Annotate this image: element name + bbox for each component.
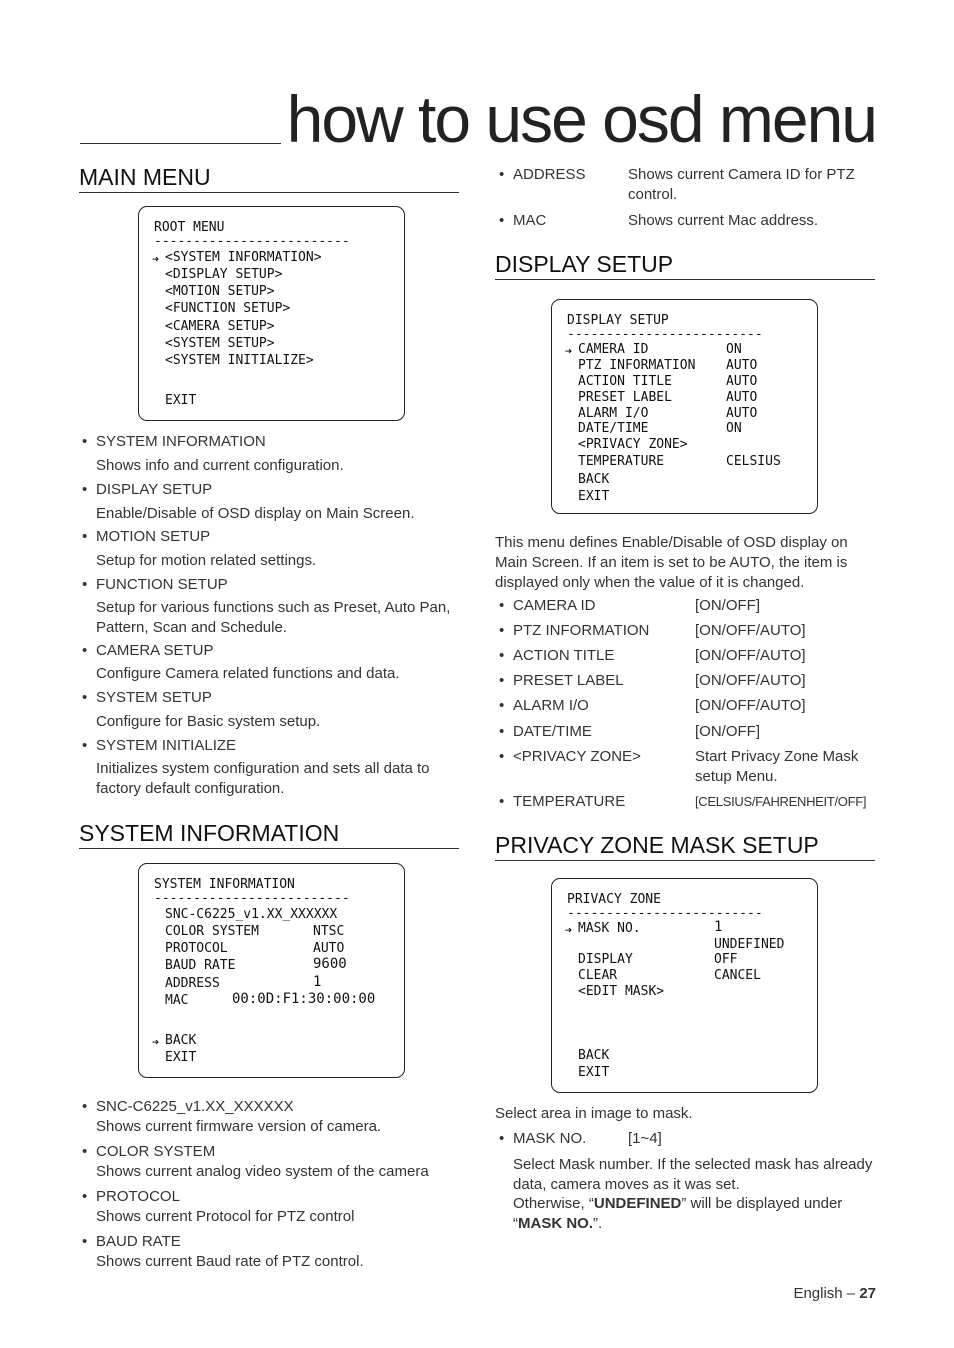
list-item: • DISPLAY SETUP	[82, 481, 213, 498]
osd-row-value: AUTO	[726, 358, 758, 373]
page-footer	[793, 1285, 876, 1302]
osd-row-key: TEMPERATURE	[578, 454, 665, 469]
option-row: • TEMPERATURE [CELSIUS/FAHRENHEIT/OFF]	[499, 793, 867, 810]
osd-row-key: PROTOCOL	[165, 941, 228, 956]
osd-row-value: 1	[313, 974, 322, 990]
selection-arrow-icon: ➔	[152, 1035, 160, 1049]
osd-menu-item: <SYSTEM INFORMATION>	[165, 250, 322, 265]
list-item: • COLOR SYSTEM	[82, 1143, 216, 1160]
list-item: • SNC-C6225_v1.XX_XXXXXX	[82, 1098, 294, 1115]
osd-mask-no-key: MASK NO.	[578, 921, 641, 936]
osd-row-value: 9600	[313, 956, 347, 972]
option-row: • DATE/TIME [ON/OFF]	[499, 723, 760, 740]
osd-edit-mask: <EDIT MASK>	[578, 984, 665, 999]
osd-display-value: OFF	[714, 952, 738, 967]
osd-row-value: AUTO	[726, 406, 758, 421]
osd-clear-key: CLEAR	[578, 968, 618, 983]
osd-row-key: MAC	[165, 993, 189, 1008]
osd-row-value: AUTO	[726, 374, 758, 389]
osd-divider: -------------------------	[154, 234, 350, 249]
osd-back: BACK	[578, 472, 610, 487]
privacy-zone-osd	[551, 878, 818, 1093]
option-row: • CAMERA ID [ON/OFF]	[499, 597, 760, 614]
display-setup-intro: This menu defines Enable/Disable of OSD display on Main Screen. If an item is set to be AUTO, the item is displayed only when the value of it is changed.	[495, 534, 848, 591]
osd-title: DISPLAY SETUP	[567, 313, 669, 328]
osd-title: SYSTEM INFORMATION	[154, 877, 295, 892]
privacy-zone-desc: Select Mask number. If the selected mask has already data, camera moves as it was set.	[513, 1156, 873, 1193]
osd-row-key: PRESET LABEL	[578, 390, 672, 405]
osd-row-value: CELSIUS	[726, 454, 781, 469]
list-item-desc: Setup for various functions such as Preset, Auto Pan, Pattern, Scan and Schedule.	[96, 599, 451, 636]
list-item-desc: Configure for Basic system setup.	[96, 713, 321, 730]
list-item: • SYSTEM INITIALIZE	[82, 737, 237, 754]
main-menu-heading: MAIN MENU	[79, 165, 459, 193]
list-item: • SYSTEM SETUP	[82, 689, 212, 706]
option-row: • ALARM I/O [ON/OFF/AUTO]	[499, 697, 806, 714]
footer-language: English –	[793, 1285, 860, 1302]
list-item: • SYSTEM INFORMATION	[82, 433, 266, 450]
osd-row-key: COLOR SYSTEM	[165, 924, 259, 939]
osd-row-value: AUTO	[313, 941, 345, 956]
osd-divider: -------------------------	[567, 906, 763, 921]
option-row: • <PRIVACY ZONE> Start Privacy Zone Mask setup Menu.	[499, 748, 859, 785]
selection-arrow-icon: ➔	[565, 344, 573, 358]
list-item: • BAUD RATE	[82, 1233, 181, 1250]
osd-menu-item: <FUNCTION SETUP>	[165, 301, 291, 316]
osd-row-key: CAMERA ID	[578, 342, 649, 357]
osd-exit: EXIT	[165, 1050, 197, 1065]
privacy-zone-desc-line: “MASK NO.”.	[513, 1215, 603, 1232]
osd-clear-value: CANCEL	[714, 968, 761, 983]
osd-exit: EXIT	[165, 393, 197, 408]
list-item: • MAC Shows current Mac address.	[499, 212, 819, 229]
osd-back: BACK	[165, 1033, 197, 1048]
osd-undefined: UNDEFINED	[714, 937, 785, 952]
osd-title: PRIVACY ZONE	[567, 892, 661, 907]
privacy-zone-heading: PRIVACY ZONE MASK SETUP	[495, 833, 875, 861]
osd-row-key: BAUD RATE	[165, 958, 236, 973]
osd-row-key: <PRIVACY ZONE>	[578, 437, 688, 452]
page-title-text: how to use osd menu	[281, 86, 876, 152]
osd-back: BACK	[578, 1048, 610, 1063]
osd-row-value: ON	[726, 342, 742, 357]
list-item-desc: Shows current Protocol for PTZ control	[96, 1208, 355, 1225]
osd-display-key: DISPLAY	[578, 952, 633, 967]
display-setup-osd	[551, 299, 818, 514]
option-row: • PRESET LABEL [ON/OFF/AUTO]	[499, 672, 806, 689]
list-item: • CAMERA SETUP	[82, 642, 214, 659]
privacy-zone-intro: Select area in image to mask.	[495, 1105, 693, 1122]
list-item: • MOTION SETUP	[82, 528, 211, 545]
list-item: • ADDRESS Shows current Camera ID for PTZ control.	[499, 166, 855, 203]
privacy-zone-desc-line: Otherwise, “UNDEFINED” will be displayed under	[513, 1195, 843, 1212]
option-row: • PTZ INFORMATION [ON/OFF/AUTO]	[499, 622, 806, 639]
selection-arrow-icon: ➔	[565, 923, 573, 937]
osd-row-value: 00:0D:F1:30:00:00	[232, 991, 376, 1007]
root-menu-osd	[138, 206, 405, 421]
osd-exit: EXIT	[578, 489, 610, 504]
osd-divider: -------------------------	[567, 327, 763, 342]
page-title	[80, 82, 876, 156]
list-item-desc: Shows current analog video system of the camera	[96, 1163, 429, 1180]
osd-menu-item: <SYSTEM INITIALIZE>	[165, 353, 314, 368]
osd-menu-item: <SYSTEM SETUP>	[165, 336, 275, 351]
list-item-desc: Setup for motion related settings.	[96, 552, 317, 569]
list-item-desc: Shows current Baud rate of PTZ control.	[96, 1253, 364, 1270]
osd-row-key: ALARM I/O	[578, 406, 649, 421]
list-item-desc: Shows info and current configuration.	[96, 457, 344, 474]
osd-row-key: DATE/TIME	[578, 421, 649, 436]
osd-firmware: SNC-C6225_v1.XX_XXXXXX	[165, 907, 338, 922]
osd-row-value: ON	[726, 421, 742, 436]
system-information-heading: SYSTEM INFORMATION	[79, 821, 459, 849]
osd-row-key: ADDRESS	[165, 976, 220, 991]
osd-mask-no-value: 1	[714, 919, 723, 935]
osd-row-value: AUTO	[726, 390, 758, 405]
list-item-desc: Shows current firmware version of camera.	[96, 1118, 382, 1135]
option-row: • MASK NO. [1~4]	[499, 1130, 662, 1147]
osd-row-value: NTSC	[313, 924, 345, 939]
list-item: • PROTOCOL	[82, 1188, 180, 1205]
osd-row-key: ACTION TITLE	[578, 374, 672, 389]
list-item: • FUNCTION SETUP	[82, 576, 228, 593]
list-item-desc: Enable/Disable of OSD display on Main Screen.	[96, 505, 415, 522]
option-row: • ACTION TITLE [ON/OFF/AUTO]	[499, 647, 806, 664]
osd-menu-item: <CAMERA SETUP>	[165, 319, 275, 334]
list-item-desc: Configure Camera related functions and data.	[96, 665, 400, 682]
osd-row-key: PTZ INFORMATION	[578, 358, 696, 373]
osd-menu-item: <DISPLAY SETUP>	[165, 267, 283, 282]
display-setup-heading: DISPLAY SETUP	[495, 252, 875, 280]
osd-divider: -------------------------	[154, 891, 350, 906]
system-information-osd	[138, 863, 405, 1078]
osd-exit: EXIT	[578, 1065, 610, 1080]
page-number: 27	[859, 1285, 876, 1302]
list-item-desc: Initializes system configuration and sets all data to factory default configuration.	[96, 760, 430, 797]
osd-menu-item: <MOTION SETUP>	[165, 284, 275, 299]
osd-title: ROOT MENU	[154, 220, 225, 235]
selection-arrow-icon: ➔	[152, 252, 160, 266]
